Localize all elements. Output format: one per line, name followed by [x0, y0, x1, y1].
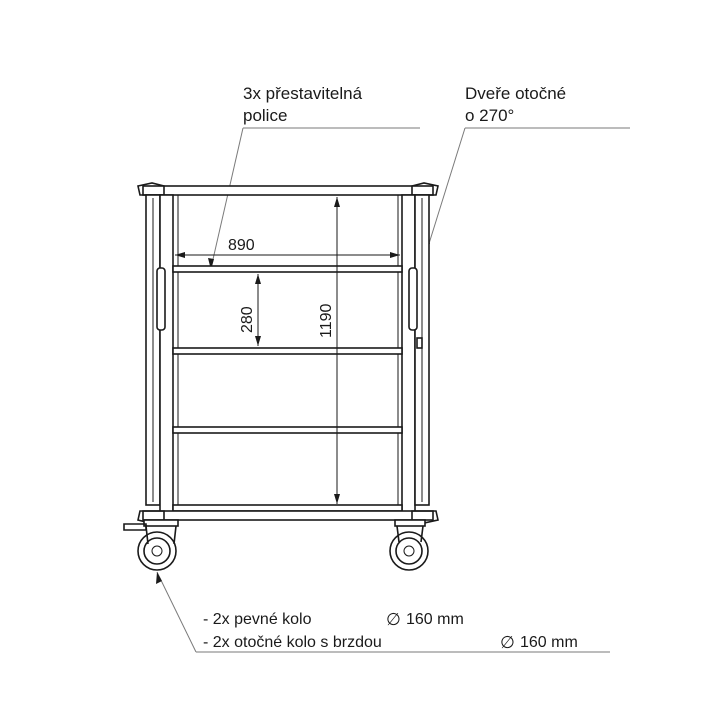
left-door-handle [157, 268, 165, 330]
shelf-2 [173, 348, 402, 354]
right-door-handle [409, 268, 417, 330]
door-callout-line1: Dveře otočné [465, 84, 567, 103]
swivel-wheel-diameter-symbol: ∅ [500, 633, 515, 652]
fixed-wheel-size: 160 mm [406, 611, 464, 628]
dimension-width-label: 890 [228, 237, 255, 254]
shelf-1 [173, 266, 402, 272]
shelves-callout-line1: 3x přestavitelná [243, 84, 363, 103]
cart-body [138, 183, 438, 523]
swivel-wheel-label: - 2x otočné kolo s brzdou [203, 634, 382, 651]
bottom-floor [173, 505, 402, 511]
fixed-wheel-diameter-symbol: ∅ [386, 610, 401, 629]
wheel-left-braked [124, 520, 178, 570]
dimension-height-label: 1190 [318, 303, 335, 338]
fixed-wheel-label: - 2x pevné kolo [203, 611, 312, 628]
left-post [160, 195, 173, 513]
wheel-spec-leader [157, 572, 196, 652]
top-rail [143, 186, 433, 195]
wheel-right-swivel [390, 520, 428, 570]
brake-pedal [124, 524, 146, 530]
wheel-spec [156, 572, 610, 652]
shelf-3 [173, 427, 402, 433]
dimension-shelf-gap [239, 274, 261, 346]
right-post [402, 195, 415, 513]
right-door-latch [417, 338, 422, 348]
shelves-callout-line2: police [243, 106, 288, 125]
dimension-shelf-gap-label: 280 [239, 306, 256, 333]
dimension-width [175, 237, 400, 258]
swivel-wheel-size: 160 mm [520, 634, 578, 651]
door-callout-line2: o 270° [465, 106, 515, 125]
base-rail [143, 511, 433, 520]
